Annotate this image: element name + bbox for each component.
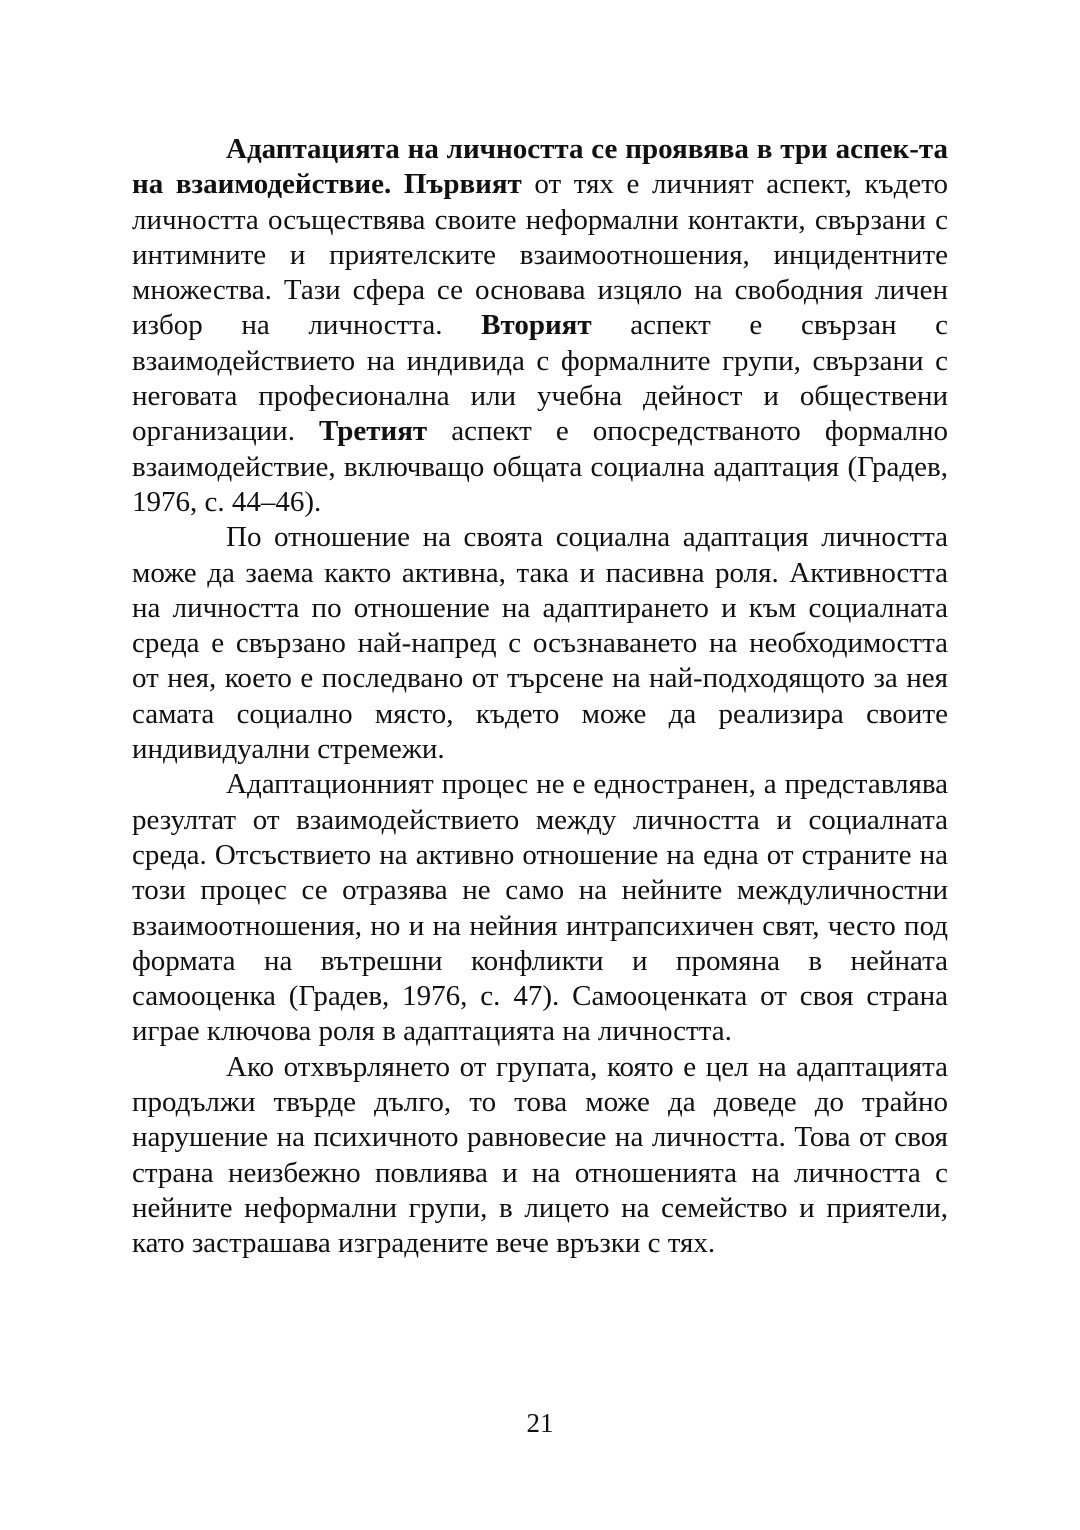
- term-third-aspect: Третият: [319, 415, 428, 448]
- paragraph-1-segment-8: аспект е опосредстваното формално взаимодействие, включващо общата социална адаптация (Градев, 1976, с. 44–46).: [132, 415, 948, 518]
- paragraph-1-segment-6: аспект е свързан с взаимодействието на индивида с формалните групи, свързани с неговата професионална или учебна дейност и обществени организации.: [132, 309, 949, 448]
- term-first-aspect: Първият: [403, 168, 522, 201]
- paragraph-active-passive-role: [132, 520, 948, 767]
- paragraph-group-rejection: [132, 1050, 948, 1262]
- paragraph-1-segment-2: [391, 168, 404, 200]
- paragraph-3-text: Адаптационният процес не е едностранен, а представлява резултат от взаимодействието между личността и социалната среда. Отсъствието на активно отношение на една от страните на този процес се отразява не само на нейните междуличностни взаимоотношения, но и на нейния интрапсихичен свят, често под формата на вътрешни конфликти и промяна в нейната самооценка (Градев, 1976, с. 47). Самооценката от своя страна играе ключова роля в адаптацията на личността.: [132, 768, 948, 1048]
- paragraph-4-text: Ако отхвърлянето от групата, която е цел на адаптацията продължи твърде дълго, то това може да доведе до трайно нарушение на психичното равновесие на личността. Това от своя страна неизбежно повлиява и на отношенията на личността с нейните неформални групи, в лицето на семейство и приятели, като застрашава изградените вече връзки с тях.: [132, 1050, 948, 1260]
- term-second-aspect: Вторият: [481, 309, 592, 342]
- paragraph-2-text: По отношение на своята социална адаптация личността може да заема както активна, така и пасивна роля. Активността на личността по отношение на адаптирането и към социалната среда е свързано най-напред с осъзнаването на необходимостта от нея, което е последвано от търсене на най-подходящото за нея самата социално място, където може да реализира своите индивидуални стремежи.: [132, 521, 948, 766]
- page-number: 21: [526, 1408, 554, 1438]
- paragraph-adaptation-process: [132, 767, 948, 1049]
- paragraph-1-segment-1: Адаптацията на личността се проявява в три аспек-та на взаимодействие.: [132, 133, 948, 201]
- page-body: [132, 132, 948, 1262]
- paragraph-1-segment-4: от тях е личният аспект, където личността осъществява своите неформални контакти, свързани с интимните и приятелските взаимоотношения, инцидентните множества. Тази сфера се основава изцяло на свободния личен избор на личността.: [132, 168, 948, 342]
- paragraph-adaptation-aspects: [132, 132, 948, 520]
